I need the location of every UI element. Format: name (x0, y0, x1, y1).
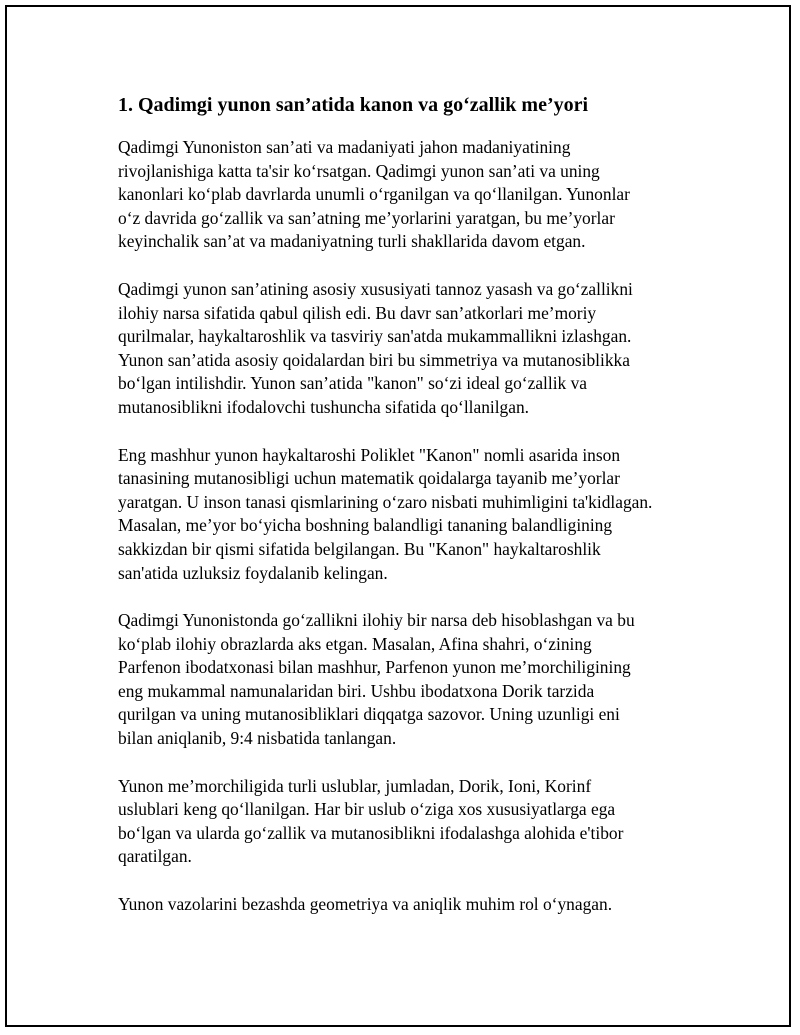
document-body (118, 90, 688, 941)
text-line: Qadimgi yunon san’atining asosiy xususiyati tannoz yasash va go‘zallikni (118, 278, 633, 299)
text-line: qurilmalar, haykaltaroshlik va tasviriy san'atda mukammallikni izlashgan. (118, 326, 632, 347)
text-line: Eng mashhur yunon haykaltaroshi Poliklet "Kanon" nomli asarida inson (118, 444, 621, 465)
paragraph-2 (118, 278, 688, 420)
text-line: mutanosiblikni ifodalovchi tushuncha sifatida qo‘llanilgan. (118, 396, 530, 417)
text-line: tanasining mutanosibligi uchun matematik qoidalarga tayanib me’yorlar (118, 468, 620, 489)
paragraph-1 (118, 136, 688, 254)
paragraph-3 (118, 444, 688, 586)
text-line: bilan aniqlanib, 9:4 nisbatida tanlangan. (118, 728, 397, 749)
text-line: rivojlanishiga katta ta'sir ko‘rsatgan. Qadimgi yunon san’ati va uning (118, 160, 600, 181)
text-line: yaratgan. U inson tanasi qismlarining o‘zaro nisbati muhimligini ta'kidlagan. (118, 491, 653, 512)
text-line: Yunon vazolarini bezashda geometriya va aniqlik muhim rol o‘ynagan. (118, 894, 613, 915)
text-line: o‘z davrida go‘zallik va san’atning me’yorlarini yaratgan, bu me’yorlar (118, 207, 615, 228)
text-line: Yunon me’morchiligida turli uslublar, jumladan, Dorik, Ioni, Korinf (118, 775, 592, 796)
text-line: Masalan, me’yor bo‘yicha boshning balandligi tananing balandligining (118, 515, 613, 536)
text-line: ilohiy narsa sifatida qabul qilish edi. Bu davr san’atkorlari me’moriy (118, 302, 597, 323)
text-line: Qadimgi Yunoniston san’ati va madaniyati jahon madaniyatining (118, 137, 571, 157)
paragraph-6 (118, 893, 688, 917)
text-line: uslublari keng qo‘llanilgan. Har bir uslub o‘ziga xos xususiyatlarga ega (118, 799, 616, 820)
text-line: keyinchalik san’at va madaniyatning turli shakllarida davom etgan. (118, 231, 586, 252)
text-line: bo‘lgan va ularda go‘zallik va mutanosiblikni ifodalashga alohida e'tibor (118, 822, 624, 843)
text-line: qaratilgan. (118, 846, 192, 867)
paragraph-4 (118, 609, 688, 751)
text-line: bo‘lgan intilishdir. Yunon san’atida "kanon" so‘zi ideal go‘zallik va (118, 373, 587, 394)
paragraph-5 (118, 775, 688, 869)
text-line: Yunon san’atida asosiy qoidalardan biri bu simmetriya va mutanosiblikka (118, 349, 630, 370)
section-title: 1. Qadimgi yunon san’atida kanon va go‘zallik me’yori (118, 94, 589, 116)
text-line: Qadimgi Yunonistonda go‘zallikni ilohiy bir narsa deb hisoblashgan va bu (118, 610, 635, 631)
text-line: kanonlari ko‘plab davrlarda unumli o‘rganilgan va qo‘llanilgan. Yunonlar (118, 184, 630, 205)
text-line: ko‘plab ilohiy obrazlarda aks etgan. Masalan, Afina shahri, o‘zining (118, 633, 592, 654)
text-line: Parfenon ibodatxonasi bilan mashhur, Parfenon yunon me’morchiligining (118, 657, 631, 678)
text-line: eng mukammal namunalaridan biri. Ushbu ibodatxona Dorik tarzida (118, 680, 595, 701)
text-line: sakkizdan bir qismi sifatida belgilangan. Bu "Kanon" haykaltaroshlik (118, 538, 601, 559)
text-line: qurilgan va uning mutanosibliklari diqqatga sazovor. Uning uzunligi eni (118, 704, 620, 725)
text-line: san'atida uzluksiz foydalanib kelingan. (118, 562, 388, 583)
